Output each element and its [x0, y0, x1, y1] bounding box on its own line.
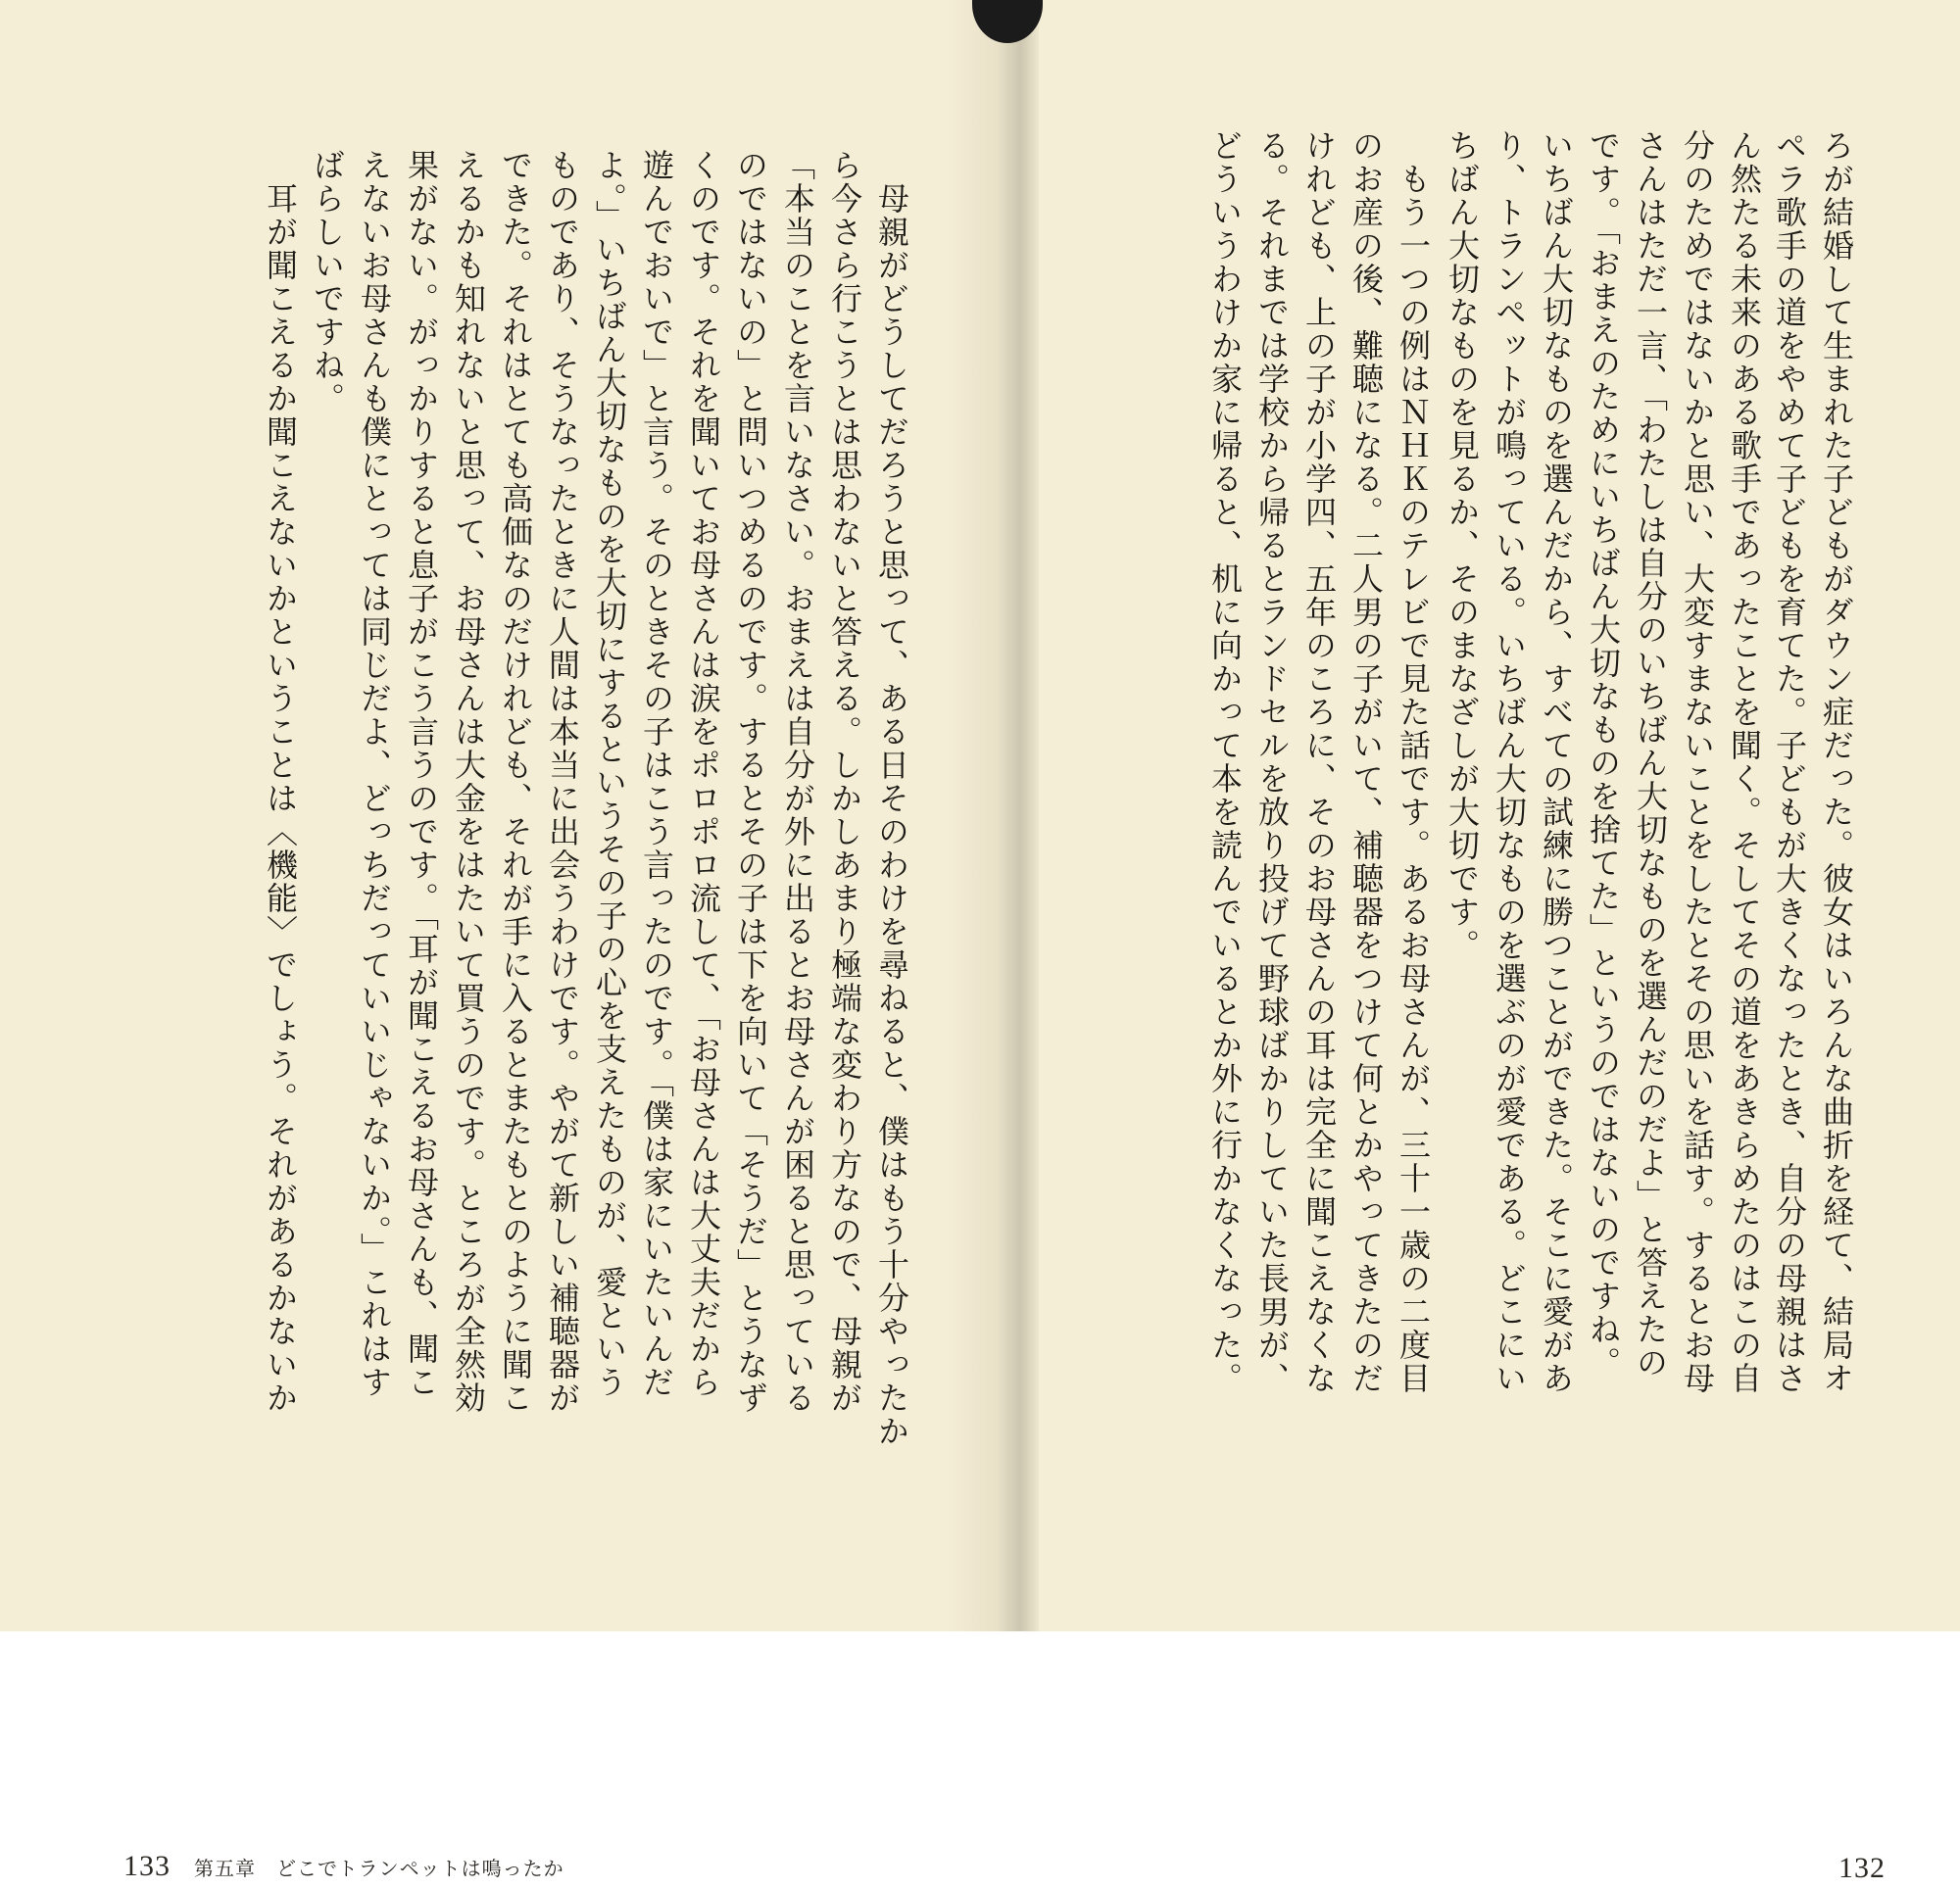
right-page-number: 132 [1838, 1852, 1886, 1884]
running-head: 第五章 どこでトランペットは鳴ったか [194, 1857, 564, 1880]
left-page-line: えないお母さんも僕にとっては同じだよ、どっちだっていいじゃないか。」これはす [356, 149, 393, 1399]
left-page-line: できた。それはとても高価なのだけれども、それが手に入るとまたもとのように聞こ [497, 149, 534, 1415]
left-page-line: よ。」いちばん大切なものを大切にするというその子の心を支えたものが、愛という [591, 149, 628, 1399]
right-page-line: さんはただ一言、「わたしは自分のいちばん大切なものを選んだのだよ」と答えたの [1632, 129, 1669, 1380]
gutter-shadow [946, 0, 1039, 1631]
right-page-line: ん然たる未来のある歌手であったことを聞く。そしてその道をあきらめたのはこの自 [1726, 129, 1763, 1395]
left-page-line: 母親がどうしてだろうと思って、ある日そのわけを尋ねると、僕はもう十分やったか [873, 149, 910, 1448]
left-page-line: 耳が聞こえるか聞こえないかということは〈機能〉でしょう。それがあるかないか [262, 149, 299, 1415]
left-page-line: 「本当のことを言いなさい。おまえは自分が外に出るとお母さんが困ると思っている [779, 149, 816, 1415]
left-page-line: えるかも知れないと思って、お母さんは大金をはたいて買うのです。ところが全然効 [450, 149, 487, 1415]
left-page-line: 果がない。がっかりすると息子がこう言うのです。「耳が聞こえるお母さんも、聞こ [403, 149, 440, 1399]
left-page-line: 遊んでおいで」と言う。そのときその子はこう言ったのです。「僕は家にいたいんだ [638, 149, 675, 1399]
left-page-line: ものであり、そうなったときに人間は本当に出会うわけです。やがて新しい補聴器が [544, 149, 581, 1415]
right-page-line: のお産の後、難聴になる。二人男の子がいて、補聴器をつけて何とかやってきたのだ [1348, 129, 1385, 1395]
left-page-footer [123, 1850, 564, 1889]
right-page-line: ペラ歌手の道をやめて子どもを育てた。子どもが大きくなったとき、自分の母親はさ [1771, 129, 1808, 1395]
right-page-line: ちばん大切なものを見るか、そのまなざしが大切です。 [1444, 129, 1481, 962]
right-page-line: る。それまでは学校から帰るとランドセルを放り投げて野球ばかりしていた長男が、 [1253, 129, 1291, 1395]
right-page-line: 分のためではないかと思い、大変すまないことをしたとその思いを話す。するとお母 [1679, 129, 1716, 1395]
left-page-line: のではないの」と問いつめるのです。するとその子は下を向いて「そうだ」とうなず [732, 149, 769, 1415]
right-page-line: いちばん大切なものを選んだから、すべての試練に勝つことができた。そこに愛があ [1538, 129, 1575, 1395]
left-page-line: ばらしいですね。 [309, 149, 346, 415]
right-page-line: けれども、上の子が小学四、五年のころに、そのお母さんの耳は完全に聞こえなくな [1300, 129, 1338, 1395]
right-page-line: り、トランペットが鳴っている。いちばん大切なものを選ぶのが愛である。どこにい [1491, 129, 1528, 1395]
left-page-line: ら今さら行こうとは思わないと答える。しかしあまり極端な変わり方なので、母親が [826, 149, 863, 1415]
right-page-line: です。「おまえのためにいちばん大切なものを捨てた」というのではないのですね。 [1585, 129, 1622, 1380]
right-page-line: もう一つの例はＮＨＫのテレビで見た話です。あるお母さんが、三十一歳の二度目 [1395, 129, 1432, 1395]
right-page-line: どういうわけか家に帰ると、机に向かって本を読んでいるとか外に行かなくなった。 [1206, 129, 1244, 1395]
left-page-number: 133 [123, 1850, 171, 1882]
right-page-line: ろが結婚して生まれた子どもがダウン症だった。彼女はいろんな曲折を経て、結局オ [1818, 129, 1855, 1395]
left-page-line: くのです。それを聞いてお母さんは涙をポロポロ流して、「お母さんは大丈夫だから [685, 149, 722, 1399]
